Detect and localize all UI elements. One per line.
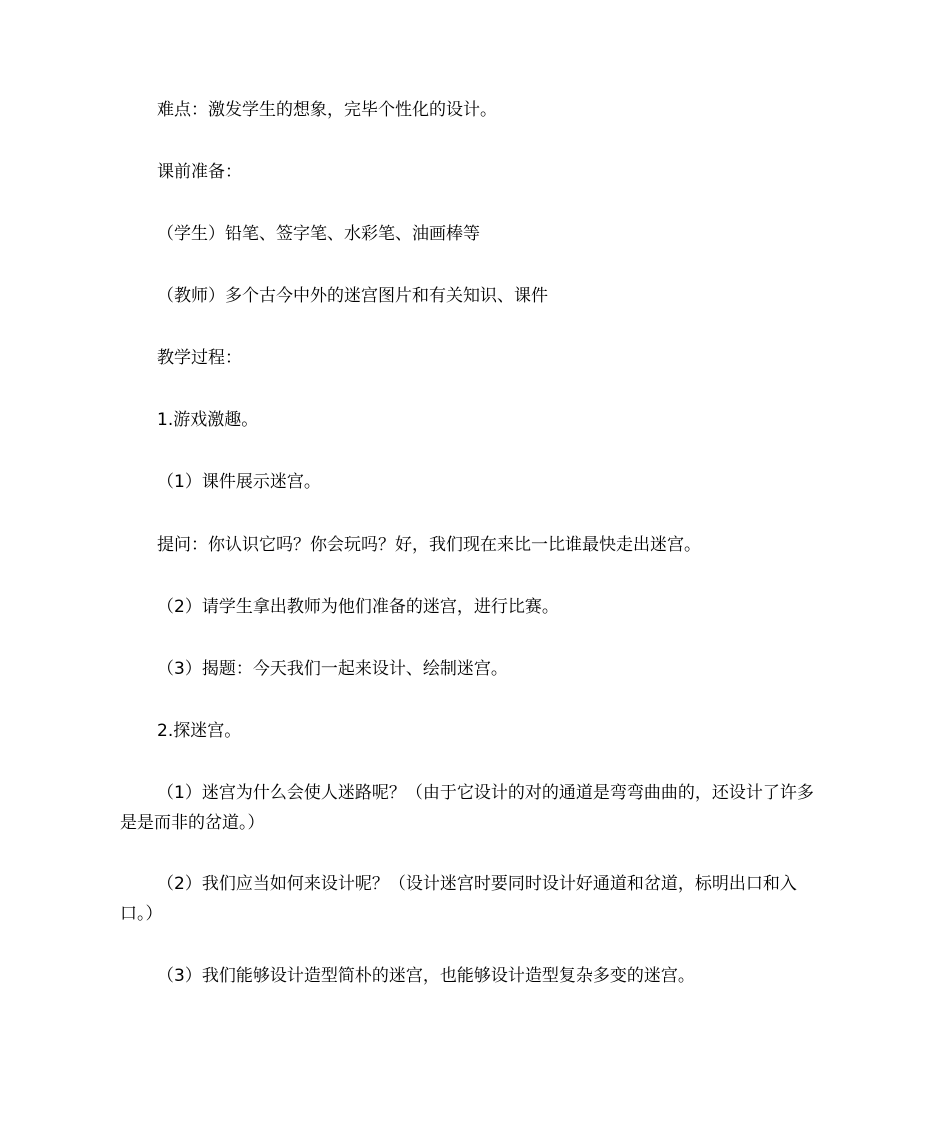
paragraph-step-2-3: （3）我们能够设计造型简朴的迷宫，也能够设计造型复杂多变的迷宫。 [157, 966, 695, 986]
paragraph-step-1-3: （3）揭题：今天我们一起来设计、绘制迷宫。 [157, 659, 508, 679]
paragraph-process-heading: 教学过程： [157, 348, 242, 368]
paragraph-step-1-2: （2）请学生拿出教师为他们准备的迷宫，进行比赛。 [157, 597, 559, 617]
paragraph-step-2-1: （1）迷宫为什么会使人迷路呢？（由于它设计的对的通道是弯弯曲曲的，还设计了许多是是而非的岔道。） [120, 783, 814, 833]
paragraph-question: 提问：你认识它吗？你会玩吗？好，我们现在来比一比谁最快走出迷宫。 [157, 535, 701, 555]
paragraph-step-2-2: （2）我们应当如何来设计呢？（设计迷宫时要同时设计好通道和岔道，标明出口和入口。） [120, 874, 797, 924]
paragraph-step-1: 1.游戏激趣。 [157, 410, 259, 430]
paragraph-step-1-1: （1）课件展示迷宫。 [157, 472, 321, 492]
paragraph-teacher-materials: （教师）多个古今中外的迷宫图片和有关知识、课件 [157, 286, 548, 306]
paragraph-step-2: 2.探迷宫。 [157, 721, 242, 741]
paragraph-preparation-heading: 课前准备： [157, 162, 242, 182]
paragraph-student-materials: （学生）铅笔、签字笔、水彩笔、油画棒等 [157, 224, 480, 244]
paragraph-difficulty: 难点：激发学生的想象，完毕个性化的设计。 [157, 100, 497, 120]
